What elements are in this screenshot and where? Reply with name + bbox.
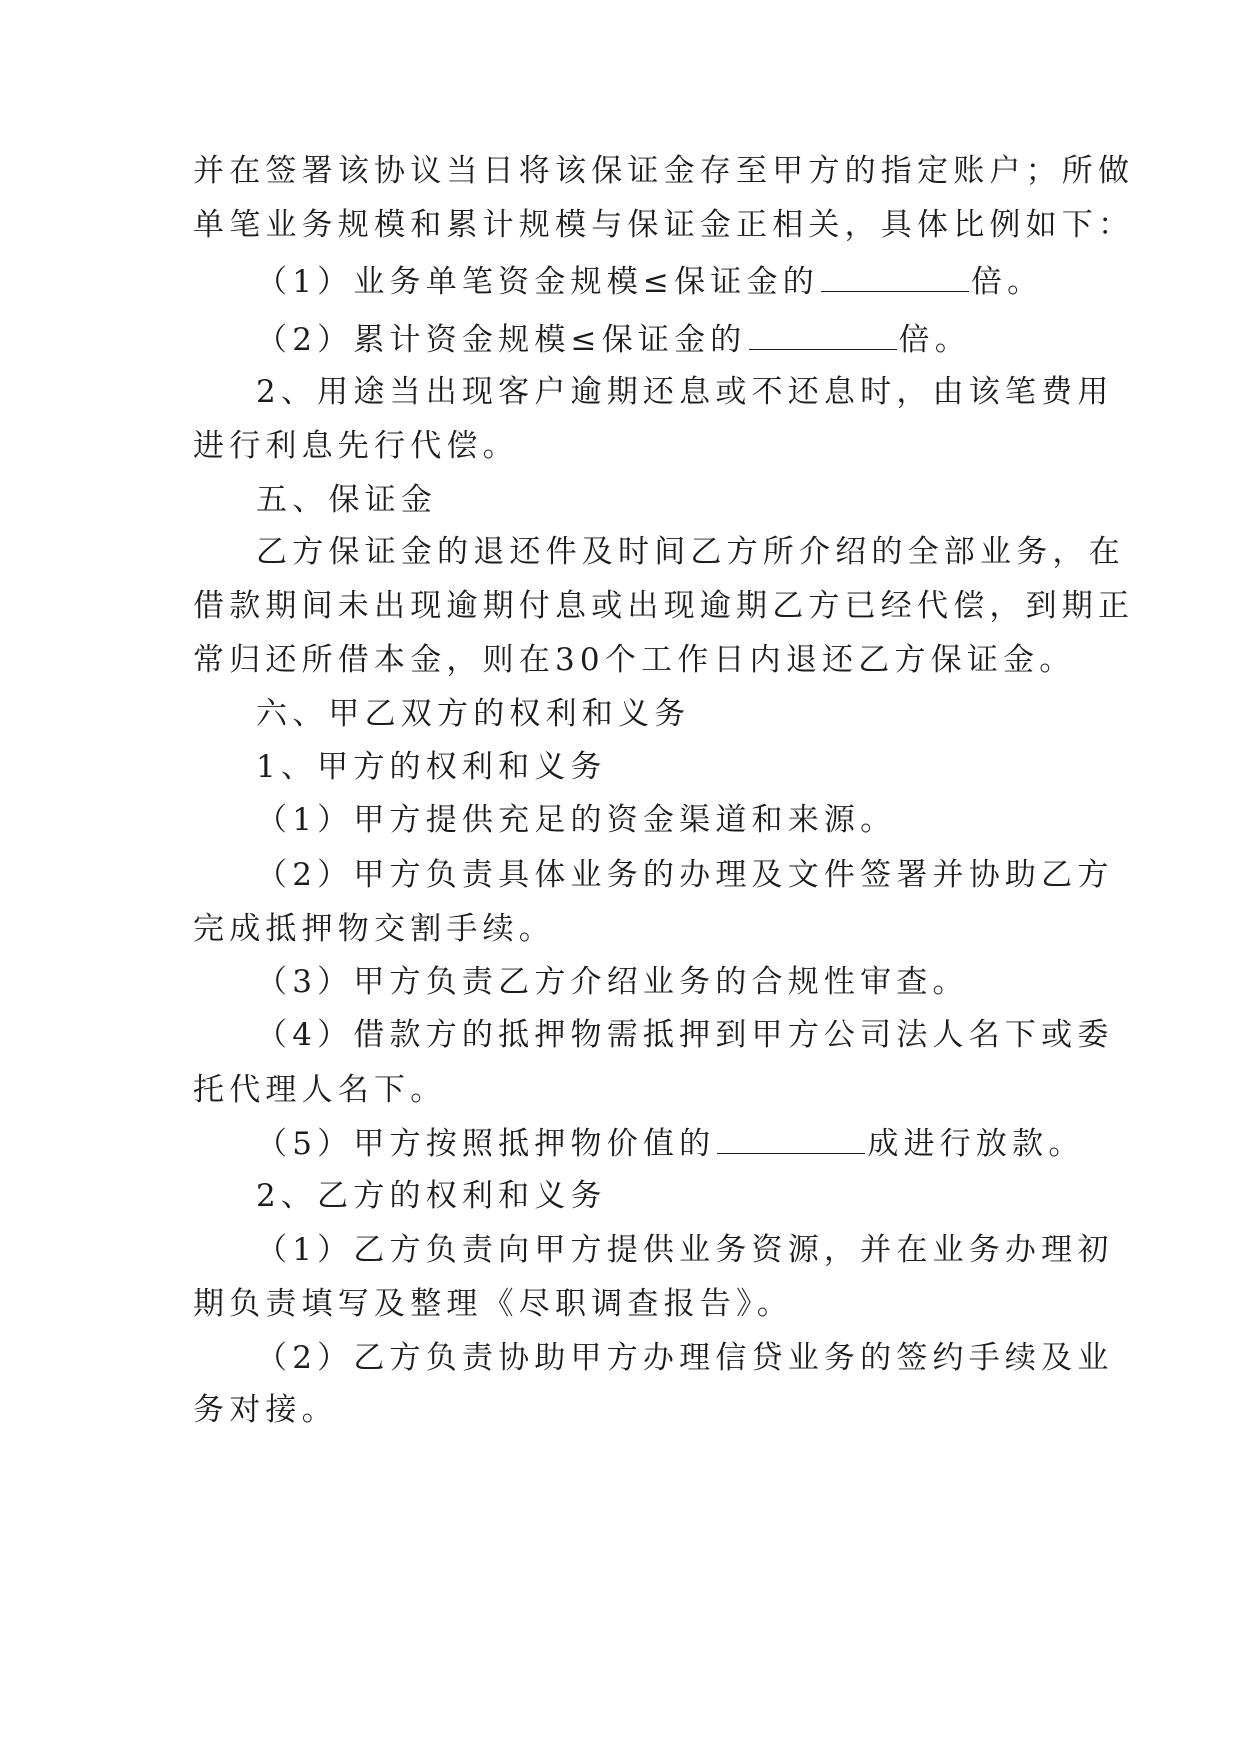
section-heading: 六、甲乙双方的权利和义务: [256, 696, 691, 732]
paragraph-line: 借款期间未出现逾期付息或出现逾期乙方已经代偿，到期正: [193, 588, 1135, 624]
paragraph-line: 期负责填写及整理《尽职调查报告》。: [193, 1286, 793, 1322]
paragraph-line: 常归还所借本金，则在30个工作日内退还乙方保证金。: [193, 642, 1076, 678]
paragraph-line: （1）乙方负责向甲方提供业务资源，并在业务办理初: [256, 1232, 1114, 1268]
ratio-single-text: （1）业务单笔资金规模≤保证金的: [256, 264, 819, 300]
paragraph-line: （2）甲方负责具体业务的办理及文件签署并协助乙方: [256, 857, 1114, 893]
loan-ratio-text: （5）甲方按照抵押物价值的: [256, 1126, 716, 1162]
ratio-total-unit: 倍。: [898, 322, 971, 358]
paragraph-line: （4）借款方的抵押物需抵押到甲方公司法人名下或委: [256, 1017, 1114, 1053]
paragraph-line: 2、用途当出现客户逾期还息或不还息时，由该笔费用: [256, 374, 1114, 410]
ratio-single-blank: [821, 265, 969, 292]
loan-ratio-blank: [717, 1127, 865, 1154]
paragraph-line: 完成抵押物交割手续。: [193, 911, 555, 947]
paragraph-line: （1）甲方提供充足的资金渠道和来源。: [256, 802, 897, 838]
ratio-single-unit: 倍。: [970, 264, 1044, 300]
subsection-heading: 1、甲方的权利和义务: [256, 749, 607, 785]
paragraph-line: （2）乙方负责协助甲方办理信贷业务的签约手续及业: [256, 1340, 1114, 1376]
paragraph-line: （3）甲方负责乙方介绍业务的合规性审查。: [256, 964, 969, 1000]
paragraph-line: 乙方保证金的退还件及时间乙方所介绍的全部业务，在: [256, 534, 1125, 570]
paragraph-line: 并在签署该协议当日将该保证金存至甲方的指定账户；所做: [193, 153, 1135, 189]
paragraph-line: 托代理人名下。: [193, 1072, 447, 1108]
subsection-heading: 2、乙方的权利和义务: [256, 1178, 607, 1214]
paragraph-line: 务对接。: [193, 1392, 338, 1428]
ratio-single-line: [256, 262, 1126, 302]
ratio-total-blank: [749, 323, 897, 350]
ratio-total-line: [256, 320, 1126, 360]
section-heading: 五、保证金: [256, 482, 437, 518]
loan-ratio-line: [256, 1124, 1126, 1164]
paragraph-line: 进行利息先行代偿。: [193, 428, 519, 464]
paragraph-line: 单笔业务规模和累计规模与保证金正相关，具体比例如下：: [193, 207, 1135, 243]
loan-ratio-unit: 成进行放款。: [867, 1126, 1085, 1162]
ratio-total-text: （2）累计资金规模≤保证金的: [256, 322, 747, 358]
